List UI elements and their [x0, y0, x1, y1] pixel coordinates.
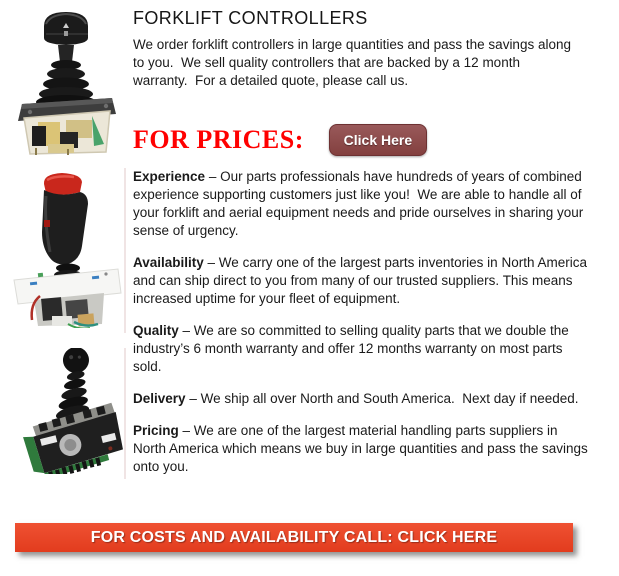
for-prices-row [133, 120, 427, 160]
product-photo-bellows-joystick [8, 4, 126, 161]
bellows-joystick-illustration [8, 4, 126, 156]
costs-availability-banner-label: FOR COSTS AND AVAILABILITY CALL: CLICK HERE [90, 528, 498, 546]
feature-quality-label: Quality [133, 323, 179, 338]
product-photo-red-button-joystick [8, 168, 126, 333]
feature-delivery-label: Delivery [133, 391, 186, 406]
feature-availability-text: – We carry one of the largest parts inventories in North America and can ship direct to you from many of our trusted suppliers. This means increased uptime for your fleet of equipment. [133, 255, 587, 306]
for-prices-label: FOR PRICES: [133, 125, 304, 154]
feature-experience-label: Experience [133, 169, 206, 184]
red-button-joystick-illustration [8, 168, 124, 328]
feature-experience-text: – Our parts professionals have hundreds of years of combined experience supporting customers just like you! We are able to handle all of your forklift and aerial equipment needs and pride ourselves in sharing your sense of urgency. [133, 169, 584, 238]
feature-pricing [133, 422, 591, 476]
feature-delivery-text: – We ship all over North and South America. Next day if needed. [189, 391, 579, 406]
product-photo-tilted-joystick [8, 348, 126, 479]
tilted-joystick-illustration [8, 348, 124, 474]
click-here-button[interactable]: Click Here [329, 124, 427, 156]
costs-availability-banner[interactable] [15, 523, 573, 552]
feature-availability-label: Availability [133, 255, 204, 270]
intro-paragraph: We order forklift controllers in large quantities and pass the savings along to you. We sell quality controllers that are backed by a 12 month warranty. For a detailed quote, please call us. [133, 37, 571, 88]
feature-quality [133, 322, 591, 376]
feature-delivery [133, 390, 591, 408]
feature-experience [133, 168, 591, 240]
feature-pricing-text: – We are one of the largest material handling parts suppliers in North America which means we buy in large quantities and pass the savings onto you. [133, 423, 588, 474]
feature-quality-text: – We are so committed to selling quality parts that we double the industry’s 6 month warranty and offer 12 months warranty on most parts sold. [133, 323, 569, 374]
feature-availability [133, 254, 591, 308]
feature-pricing-label: Pricing [133, 423, 179, 438]
page-title: FORKLIFT CONTROLLERS [133, 8, 368, 28]
feature-list [133, 168, 591, 490]
